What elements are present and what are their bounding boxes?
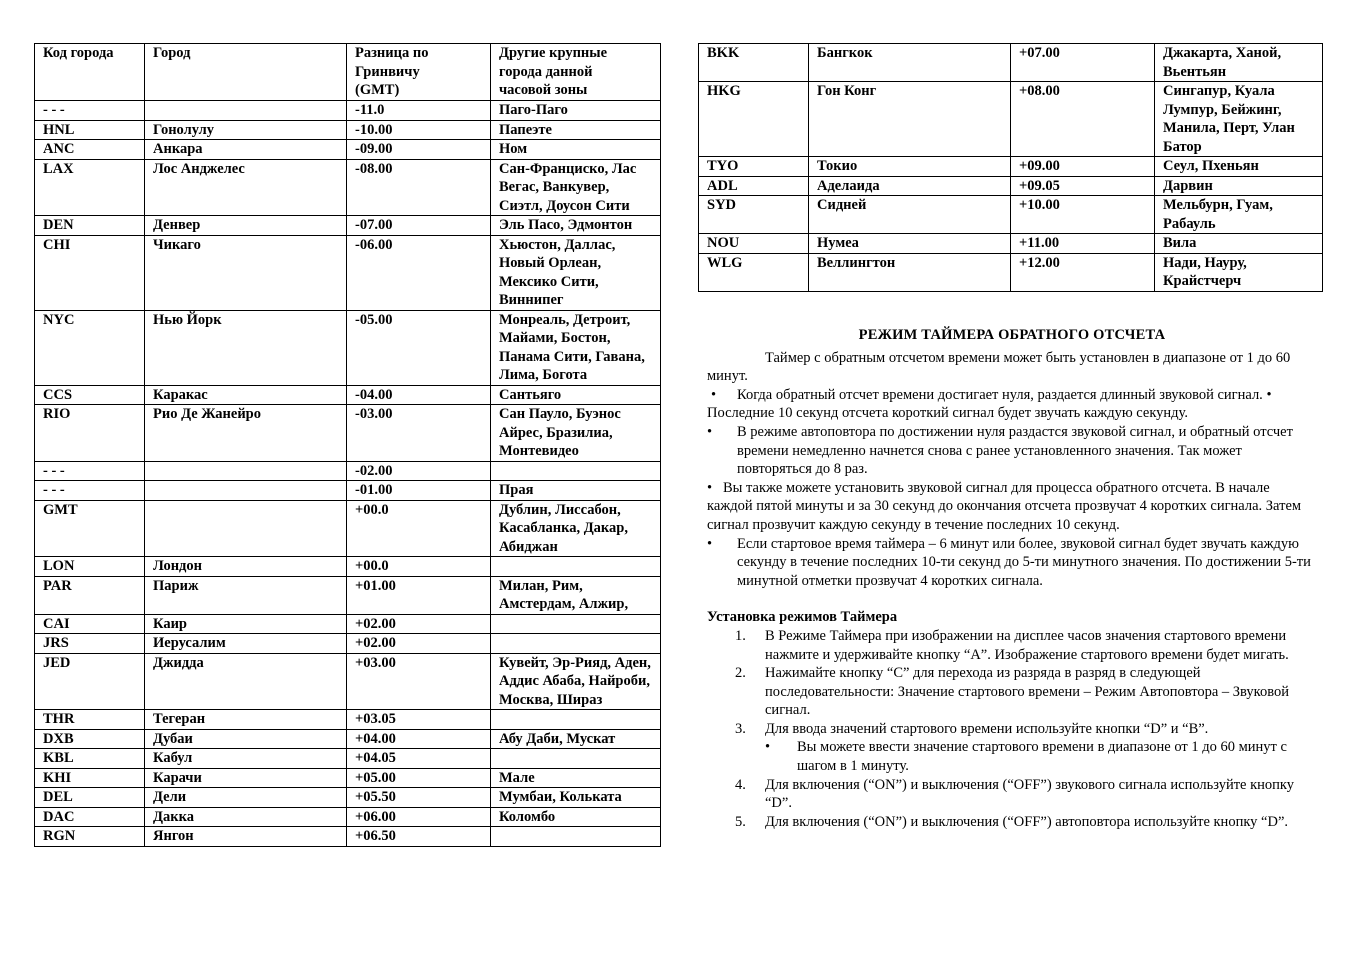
table-row bbox=[35, 827, 661, 847]
city-name-cell: Карачи bbox=[145, 768, 347, 788]
other-cities-cell: Нади, Науру, Крайстчерч bbox=[1155, 253, 1323, 291]
gmt-offset-cell: +10.00 bbox=[1011, 196, 1155, 234]
table-row bbox=[35, 101, 661, 121]
city-name-cell: Иерусалим bbox=[145, 634, 347, 654]
city-code-cell: CCS bbox=[35, 385, 145, 405]
bullet-4-text: Если стартовое время таймера – 6 минут или более, звуковой сигнал будет звучать каждую секунду в течение последних 10-ти секунд до 5-ти минутного значения. По достижении 5-ти минутной отметки прозвучат 4 коротких сигнала. bbox=[737, 535, 1311, 589]
other-cities-cell: Сантьяго bbox=[491, 385, 661, 405]
city-name-cell: Бангкок bbox=[809, 44, 1011, 82]
gmt-offset-cell: -11.0 bbox=[347, 101, 491, 121]
other-cities-cell: Кувейт, Эр-Рияд, Аден, Аддис Абаба, Найроби, Москва, Шираз bbox=[491, 653, 661, 710]
gmt-offset-cell: +04.00 bbox=[347, 729, 491, 749]
city-code-cell: CHI bbox=[35, 235, 145, 310]
other-cities-cell: Вила bbox=[1155, 234, 1323, 254]
city-name-cell: Нумеа bbox=[809, 234, 1011, 254]
city-code-cell: THR bbox=[35, 710, 145, 730]
gmt-offset-cell: +00.0 bbox=[347, 557, 491, 577]
gmt-offset-cell: +02.00 bbox=[347, 634, 491, 654]
city-code-cell: TYO bbox=[699, 157, 809, 177]
city-code-cell: RIO bbox=[35, 405, 145, 462]
city-name-cell: Денвер bbox=[145, 216, 347, 236]
countdown-intro: Таймер с обратным отсчетом времени может быть установлен в диапазоне от 1 до 60 минут. bbox=[707, 349, 1291, 385]
city-name-cell: Дели bbox=[145, 788, 347, 808]
table-row bbox=[35, 216, 661, 236]
gmt-offset-cell: +06.50 bbox=[347, 827, 491, 847]
setup-sub-bullet bbox=[707, 738, 1317, 775]
other-cities-cell bbox=[491, 557, 661, 577]
step-number: 2. bbox=[735, 665, 746, 682]
header-city: Город bbox=[145, 44, 347, 101]
step-number: 1. bbox=[735, 627, 746, 644]
header-other-cities: Другие крупные города данной часовой зоны bbox=[491, 44, 661, 101]
countdown-bullet-3 bbox=[707, 479, 1317, 535]
gmt-offset-cell: -10.00 bbox=[347, 120, 491, 140]
city-name-cell: Сидней bbox=[809, 196, 1011, 234]
setup-step bbox=[707, 776, 1317, 813]
other-cities-cell bbox=[491, 461, 661, 481]
city-name-cell: Токио bbox=[809, 157, 1011, 177]
city-code-cell: - - - bbox=[35, 461, 145, 481]
city-code-cell: DEL bbox=[35, 788, 145, 808]
city-name-cell: Лос Анджелес bbox=[145, 159, 347, 216]
step-text: Нажимайте кнопку “C” для перехода из разряда в разряд в следующей последовательности: Значение стартового времени – Режим Автоповтора – Звуковой сигнал. bbox=[765, 665, 1289, 719]
bullet-3-text: Вы также можете установить звуковой сигнал для процесса обратного отсчета. В начале каждой пятой минуты и за 30 секунд до окончания отсчета прозвучат 4 коротких сигнала. Затем сигнал прозвучит каждую секунду в течение последних 10 секунд. bbox=[707, 479, 1302, 533]
city-code-cell: NOU bbox=[699, 234, 809, 254]
table-row bbox=[35, 710, 661, 730]
time-zone-table-right bbox=[698, 43, 1323, 292]
bullet-icon: • bbox=[765, 739, 771, 756]
bullet-1-text-a: Когда обратный отсчет времени достигает нуля, раздается длинный звуковой сигнал. bbox=[737, 386, 1263, 403]
step-text: Для включения (“ON”) и выключения (“OFF”) автоповтора используйте кнопку “D”. bbox=[765, 813, 1289, 830]
gmt-offset-cell: -01.00 bbox=[347, 481, 491, 501]
bullet-2-text: В режиме автоповтора по достижении нуля раздастся звуковой сигнал, и обратный отсчет времени немедленно начнется снова с ранее установленного значения. Так может повторяться до 8 раз. bbox=[737, 423, 1293, 478]
other-cities-cell: Сан-Франциско, Лас Вегас, Ванкувер, Сиэтл, Доусон Сити bbox=[491, 159, 661, 216]
city-name-cell: Янгон bbox=[145, 827, 347, 847]
header-city-code: Код города bbox=[35, 44, 145, 101]
gmt-offset-cell: -04.00 bbox=[347, 385, 491, 405]
table-header-row bbox=[35, 44, 661, 101]
gmt-offset-cell: +12.00 bbox=[1011, 253, 1155, 291]
city-name-cell: Кабул bbox=[145, 749, 347, 769]
city-code-cell: JRS bbox=[35, 634, 145, 654]
sub-bullet-text: Вы можете ввести значение стартового времени в диапазоне от 1 до 60 минут с шагом в 1 минуту. bbox=[797, 739, 1287, 775]
countdown-section-title: РЕЖИМ ТАЙМЕРА ОБРАТНОГО ОТСЧЕТА bbox=[858, 327, 1166, 343]
table-row bbox=[35, 634, 661, 654]
gmt-offset-cell: -07.00 bbox=[347, 216, 491, 236]
table-row bbox=[35, 310, 661, 385]
city-name-cell: Аделаида bbox=[809, 176, 1011, 196]
other-cities-cell: Паго-Паго bbox=[491, 101, 661, 121]
city-name-cell: Каир bbox=[145, 614, 347, 634]
table-row bbox=[35, 557, 661, 577]
gmt-offset-cell: +05.00 bbox=[347, 768, 491, 788]
gmt-offset-cell: -09.00 bbox=[347, 140, 491, 160]
other-cities-cell: Ном bbox=[491, 140, 661, 160]
bullet-icon: • bbox=[707, 479, 713, 496]
bullet-icon: • bbox=[711, 386, 717, 403]
table-row bbox=[699, 253, 1323, 291]
setup-step bbox=[707, 664, 1317, 720]
other-cities-cell: Сингапур, Куала Лумпур, Бейжинг, Манила, Перт, Улан Батор bbox=[1155, 82, 1323, 157]
gmt-offset-cell: +09.00 bbox=[1011, 157, 1155, 177]
time-zone-table-left bbox=[34, 43, 661, 847]
table-row bbox=[35, 576, 661, 614]
other-cities-cell: Коломбо bbox=[491, 807, 661, 827]
other-cities-cell: Мельбурн, Гуам, Рабауль bbox=[1155, 196, 1323, 234]
other-cities-cell: Мале bbox=[491, 768, 661, 788]
city-code-cell: DEN bbox=[35, 216, 145, 236]
city-code-cell: WLG bbox=[699, 253, 809, 291]
table-row bbox=[35, 120, 661, 140]
city-code-cell: KBL bbox=[35, 749, 145, 769]
other-cities-cell: Джакарта, Ханой, Вьентьян bbox=[1155, 44, 1323, 82]
step-text: Для ввода значений стартового времени используйте кнопки “D” и “B”. bbox=[765, 720, 1209, 737]
gmt-offset-cell: +03.05 bbox=[347, 710, 491, 730]
gmt-offset-cell: +09.05 bbox=[1011, 176, 1155, 196]
city-name-cell: Каракас bbox=[145, 385, 347, 405]
other-cities-cell: Мумбаи, Кольката bbox=[491, 788, 661, 808]
header-gmt-offset: Разница по Гринвичу (GMT) bbox=[347, 44, 491, 101]
city-name-cell: Дубаи bbox=[145, 729, 347, 749]
step-number: 5. bbox=[735, 813, 746, 830]
city-code-cell: KHI bbox=[35, 768, 145, 788]
setup-step bbox=[707, 720, 1317, 739]
gmt-offset-cell: -03.00 bbox=[347, 405, 491, 462]
gmt-offset-cell: +02.00 bbox=[347, 614, 491, 634]
step-text: Для включения (“ON”) и выключения (“OFF”) звукового сигнала используйте кнопку “D”. bbox=[765, 776, 1295, 812]
other-cities-cell bbox=[491, 710, 661, 730]
other-cities-cell: Сеул, Пхеньян bbox=[1155, 157, 1323, 177]
city-code-cell: HKG bbox=[699, 82, 809, 157]
gmt-offset-cell: +05.50 bbox=[347, 788, 491, 808]
city-name-cell: Джидда bbox=[145, 653, 347, 710]
city-code-cell: ANC bbox=[35, 140, 145, 160]
city-name-cell bbox=[145, 500, 347, 557]
other-cities-cell: Абу Даби, Мускат bbox=[491, 729, 661, 749]
other-cities-cell bbox=[491, 634, 661, 654]
city-code-cell: DAC bbox=[35, 807, 145, 827]
gmt-offset-cell: +01.00 bbox=[347, 576, 491, 614]
other-cities-cell: Эль Пасо, Эдмонтон bbox=[491, 216, 661, 236]
other-cities-cell: Дарвин bbox=[1155, 176, 1323, 196]
city-code-cell: LON bbox=[35, 557, 145, 577]
bullet-icon: • bbox=[1266, 386, 1272, 403]
city-code-cell: CAI bbox=[35, 614, 145, 634]
gmt-offset-cell: +06.00 bbox=[347, 807, 491, 827]
city-name-cell: Чикаго bbox=[145, 235, 347, 310]
gmt-offset-cell: -06.00 bbox=[347, 235, 491, 310]
table-row bbox=[35, 461, 661, 481]
city-name-cell: Рио Де Жанейро bbox=[145, 405, 347, 462]
step-number: 4. bbox=[735, 776, 746, 793]
step-number: 3. bbox=[735, 720, 746, 737]
city-name-cell bbox=[145, 101, 347, 121]
gmt-offset-cell: +00.0 bbox=[347, 500, 491, 557]
countdown-timer-section bbox=[707, 326, 1317, 831]
city-code-cell: JED bbox=[35, 653, 145, 710]
table-row bbox=[35, 405, 661, 462]
gmt-offset-cell: +07.00 bbox=[1011, 44, 1155, 82]
gmt-offset-cell: -02.00 bbox=[347, 461, 491, 481]
table-row bbox=[35, 807, 661, 827]
city-name-cell: Гон Конг bbox=[809, 82, 1011, 157]
table-row bbox=[699, 157, 1323, 177]
table-row bbox=[35, 159, 661, 216]
other-cities-cell bbox=[491, 827, 661, 847]
table-row bbox=[699, 44, 1323, 82]
city-name-cell: Нью Йорк bbox=[145, 310, 347, 385]
city-name-cell: Дакка bbox=[145, 807, 347, 827]
table-row bbox=[35, 500, 661, 557]
city-name-cell bbox=[145, 481, 347, 501]
city-name-cell: Лондон bbox=[145, 557, 347, 577]
city-code-cell: GMT bbox=[35, 500, 145, 557]
table-row bbox=[35, 614, 661, 634]
city-code-cell: HNL bbox=[35, 120, 145, 140]
other-cities-cell: Папеэте bbox=[491, 120, 661, 140]
city-name-cell: Тегеран bbox=[145, 710, 347, 730]
setup-step bbox=[707, 627, 1317, 664]
table-row bbox=[35, 729, 661, 749]
other-cities-cell bbox=[491, 614, 661, 634]
gmt-offset-cell: -05.00 bbox=[347, 310, 491, 385]
city-code-cell: SYD bbox=[699, 196, 809, 234]
other-cities-cell bbox=[491, 749, 661, 769]
city-code-cell: PAR bbox=[35, 576, 145, 614]
city-code-cell: LAX bbox=[35, 159, 145, 216]
table-row bbox=[35, 140, 661, 160]
city-name-cell: Париж bbox=[145, 576, 347, 614]
table-row bbox=[35, 653, 661, 710]
countdown-bullet-1 bbox=[707, 386, 1317, 423]
table-row bbox=[699, 176, 1323, 196]
table-row bbox=[699, 234, 1323, 254]
timer-setup-list bbox=[707, 627, 1317, 832]
countdown-bullet-2 bbox=[707, 423, 1317, 479]
gmt-offset-cell: +11.00 bbox=[1011, 234, 1155, 254]
gmt-offset-cell: +08.00 bbox=[1011, 82, 1155, 157]
other-cities-cell: Сан Пауло, Буэнос Айрес, Бразилиа, Монтевидео bbox=[491, 405, 661, 462]
bullet-icon: • bbox=[707, 535, 713, 552]
timer-setup-title: Установка режимов Таймера bbox=[707, 609, 898, 626]
gmt-offset-cell: +03.00 bbox=[347, 653, 491, 710]
gmt-offset-cell: -08.00 bbox=[347, 159, 491, 216]
setup-step bbox=[707, 813, 1317, 832]
bullet-1-text-b: Последние 10 секунд отсчета короткий сигнал будет звучать каждую секунду. bbox=[707, 405, 1188, 422]
city-code-cell: - - - bbox=[35, 101, 145, 121]
table-row bbox=[35, 385, 661, 405]
city-code-cell: NYC bbox=[35, 310, 145, 385]
bullet-icon: • bbox=[707, 423, 713, 440]
other-cities-cell: Хьюстон, Даллас, Новый Орлеан, Мексико Сити, Виннипег bbox=[491, 235, 661, 310]
other-cities-cell: Дублин, Лиссабон, Касабланка, Дакар, Абиджан bbox=[491, 500, 661, 557]
table-row bbox=[699, 196, 1323, 234]
city-code-cell: DXB bbox=[35, 729, 145, 749]
table-row bbox=[35, 481, 661, 501]
city-name-cell: Анкара bbox=[145, 140, 347, 160]
other-cities-cell: Монреаль, Детроит, Майами, Бостон, Панама Сити, Гавана, Лима, Богота bbox=[491, 310, 661, 385]
table-row bbox=[35, 768, 661, 788]
city-name-cell bbox=[145, 461, 347, 481]
other-cities-cell: Прая bbox=[491, 481, 661, 501]
city-code-cell: RGN bbox=[35, 827, 145, 847]
city-code-cell: BKK bbox=[699, 44, 809, 82]
other-cities-cell: Милан, Рим, Амстердам, Алжир, bbox=[491, 576, 661, 614]
city-code-cell: ADL bbox=[699, 176, 809, 196]
gmt-offset-cell: +04.05 bbox=[347, 749, 491, 769]
city-code-cell: - - - bbox=[35, 481, 145, 501]
step-text: В Режиме Таймера при изображении на дисплее часов значения стартового времени нажмите и удерживайте кнопку “A”. Изображение стартового времени будет мигать. bbox=[765, 627, 1289, 663]
table-row bbox=[35, 788, 661, 808]
city-name-cell: Гонолулу bbox=[145, 120, 347, 140]
city-name-cell: Веллингтон bbox=[809, 253, 1011, 291]
table-row bbox=[699, 82, 1323, 157]
table-row bbox=[35, 235, 661, 310]
countdown-bullet-4 bbox=[707, 535, 1317, 591]
table-row bbox=[35, 749, 661, 769]
